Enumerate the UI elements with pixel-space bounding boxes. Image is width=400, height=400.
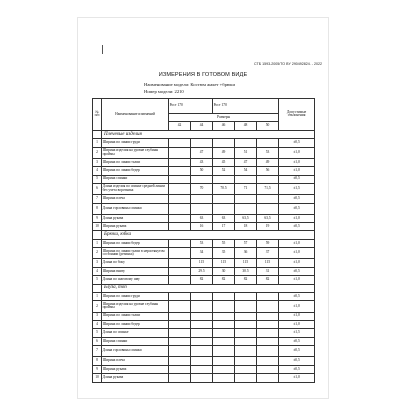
tolerance-cell: ±1,0 (279, 167, 315, 175)
measurement-cell: 49 (213, 147, 235, 158)
tolerance-cell: ±1,0 (279, 374, 315, 382)
row-number: 2 (93, 147, 102, 158)
row-name: Длина горловины спинки (102, 203, 169, 214)
tolerance-cell: ±1,5 (279, 183, 315, 194)
table-row (93, 357, 315, 365)
measurement-cell (213, 175, 235, 183)
measurement-cell (169, 195, 191, 203)
tolerance-cell: ±1,0 (279, 158, 315, 166)
table-header-row (93, 99, 315, 114)
measurement-cell (213, 337, 235, 345)
measurement-cell: 54 (235, 167, 257, 175)
measurement-cell (257, 337, 279, 345)
document-title: ИЗМЕРЕНИЯ В ГОТОВОМ ВИДЕ (158, 72, 248, 78)
measurement-cell (213, 329, 235, 337)
measurement-cell (169, 276, 191, 284)
table-row (93, 320, 315, 328)
measurement-cell: 70.5 (213, 183, 235, 194)
measurement-cell (169, 346, 191, 357)
measurement-cell (235, 346, 257, 357)
model-name: Наименование модели: Костюм жакет +брюки (144, 82, 235, 87)
measurement-cell (169, 329, 191, 337)
tolerance-cell: ±1,0 (279, 320, 315, 328)
table-row (93, 183, 315, 194)
tolerance-cell: ±0,5 (279, 357, 315, 365)
table-row (93, 175, 315, 183)
measurement-cell: 18 (235, 223, 257, 231)
tolerance-cell: ±1,0 (279, 248, 315, 259)
section-row (93, 130, 315, 138)
measurement-cell (169, 203, 191, 214)
header-size: 48 (235, 122, 257, 130)
tolerance-cell: ±0,5 (279, 337, 315, 345)
row-number: 4 (93, 267, 102, 275)
measurement-cell (191, 293, 213, 301)
measurement-cell: 63,5 (257, 214, 279, 222)
measurement-cell (169, 158, 191, 166)
measurement-cell: 52 (213, 167, 235, 175)
row-name: Ширина по линии талии (102, 312, 169, 320)
measurement-cell (169, 167, 191, 175)
measurement-cell (235, 195, 257, 203)
header-rost-left: Рост 170 (169, 99, 213, 114)
row-number: 6 (93, 337, 102, 345)
measurement-cell: 19 (257, 223, 279, 231)
tolerance-cell: ±0,5 (279, 223, 315, 231)
table-row (93, 195, 315, 203)
measurement-cell (191, 337, 213, 345)
measurement-cell (169, 183, 191, 194)
measurements-table (92, 98, 315, 383)
measurement-cell (257, 374, 279, 382)
measurement-cell (235, 329, 257, 337)
measurement-cell: 31 (257, 267, 279, 275)
row-name: Ширина по линии бедер (102, 239, 169, 247)
measurement-cell (235, 139, 257, 147)
measurement-cell (169, 267, 191, 275)
measurement-cell: 47 (191, 147, 213, 158)
row-number: 1 (93, 293, 102, 301)
measurement-cell (191, 374, 213, 382)
row-number: 10 (93, 374, 102, 382)
measurement-cell (257, 346, 279, 357)
tolerance-cell: ±1,0 (279, 147, 315, 158)
header-razmery: Размеры (169, 114, 279, 122)
header-size: 46 (213, 122, 235, 130)
measurement-cell (257, 195, 279, 203)
measurement-cell (257, 357, 279, 365)
table-row (93, 139, 315, 147)
measurement-cell (235, 357, 257, 365)
measurement-cell (213, 374, 235, 382)
measurement-cell (213, 312, 235, 320)
row-number: 4 (93, 320, 102, 328)
measurement-cell (191, 203, 213, 214)
table-row (93, 337, 315, 345)
measurement-cell (191, 312, 213, 320)
table-row (93, 365, 315, 373)
tolerance-cell: ±1,0 (279, 312, 315, 320)
tolerance-cell: ±1,5 (279, 329, 315, 337)
measurement-cell (235, 293, 257, 301)
table-row (93, 248, 315, 259)
row-name: Ширина спинки (102, 337, 169, 345)
row-number: 10 (93, 223, 102, 231)
tolerance-cell: ±1,0 (279, 239, 315, 247)
measurement-cell (191, 365, 213, 373)
header-size: 44 (191, 122, 213, 130)
measurement-cell: 55 (213, 239, 235, 247)
measurement-cell (169, 337, 191, 345)
measurement-cell (257, 301, 279, 312)
header-size: 50 (257, 122, 279, 130)
measurement-cell (213, 357, 235, 365)
row-number: 5 (93, 175, 102, 183)
measurement-cell: 57 (235, 239, 257, 247)
standard-code: СТБ 1593-2005/ТО BY 290492824. - 2022 (254, 62, 322, 66)
row-name: Длина горловины спинки (102, 346, 169, 357)
row-number: 3 (93, 312, 102, 320)
measurement-cell (213, 293, 235, 301)
measurement-cell (191, 346, 213, 357)
measurement-cell: 115 (235, 259, 257, 267)
measurement-cell (169, 293, 191, 301)
measurement-cell (235, 301, 257, 312)
header-num: № п/п (93, 99, 102, 131)
row-name: Ширина спинки (102, 175, 169, 183)
measurement-cell: 30.5 (235, 267, 257, 275)
table-row (93, 259, 315, 267)
row-name: Ширина по линии бедер (102, 320, 169, 328)
row-name: Длина по спинке (102, 329, 169, 337)
row-number: 6 (93, 183, 102, 194)
table-row (93, 312, 315, 320)
measurement-cell: 82 (213, 276, 235, 284)
tolerance-cell: ±1,0 (279, 301, 315, 312)
measurement-cell: 82 (191, 276, 213, 284)
measurement-cell: 36 (235, 248, 257, 259)
measurement-cell (213, 195, 235, 203)
row-name: Длина изделия по спинке средней линии без учета воротника (102, 183, 169, 194)
header-rost-right: Рост 170 (213, 99, 279, 114)
measurement-cell (169, 312, 191, 320)
section-row (93, 284, 315, 292)
row-number: 5 (93, 276, 102, 284)
row-name: Ширина по линии талии (102, 158, 169, 166)
section-num-cell (93, 284, 102, 292)
row-name: Ширина внизу (102, 267, 169, 275)
measurement-cell (169, 301, 191, 312)
measurement-cell: 45 (213, 158, 235, 166)
measurement-cell: 82 (235, 276, 257, 284)
table-row (93, 147, 315, 158)
table-row (93, 301, 315, 312)
tolerance-cell: ±0,5 (279, 346, 315, 357)
measurement-cell: 63,5 (235, 214, 257, 222)
row-name: Ширина по линии груди (102, 139, 169, 147)
measurement-cell (257, 365, 279, 373)
row-number: 2 (93, 248, 102, 259)
row-name: Длина рукава (102, 214, 169, 222)
measurement-cell: 34 (191, 248, 213, 259)
table-row (93, 203, 315, 214)
measurement-cell (169, 374, 191, 382)
row-name: Ширина изделия на уровне глубины проймы (102, 147, 169, 158)
measurement-cell (191, 320, 213, 328)
measurement-cell (169, 357, 191, 365)
section-title: Блуза, топ (102, 284, 315, 292)
table-row (93, 223, 315, 231)
row-name: Ширина плеча (102, 357, 169, 365)
table-row (93, 239, 315, 247)
table-row (93, 267, 315, 275)
row-number: 7 (93, 195, 102, 203)
measurement-cell: 37 (257, 248, 279, 259)
tolerance-cell: ±0,5 (279, 195, 315, 203)
measurement-cell (257, 203, 279, 214)
measurement-cell (235, 175, 257, 183)
measurement-cell (257, 175, 279, 183)
measurement-cell: 115 (213, 259, 235, 267)
tolerance-cell: ±0,5 (279, 365, 315, 373)
table-row (93, 214, 315, 222)
measurement-cell (235, 374, 257, 382)
measurement-cell: 70 (191, 183, 213, 194)
measurement-cell (191, 175, 213, 183)
row-name: Ширина рукава (102, 365, 169, 373)
row-name: Ширина по линии груди (102, 293, 169, 301)
header-name: Наименование изменений (102, 99, 169, 131)
measurement-cell (191, 357, 213, 365)
table-row (93, 167, 315, 175)
measurement-cell (169, 214, 191, 222)
measurement-cell (235, 320, 257, 328)
measurement-cell: 53 (191, 239, 213, 247)
table-row (93, 329, 315, 337)
measurement-cell (169, 139, 191, 147)
measurement-cell (213, 139, 235, 147)
measurement-cell (257, 293, 279, 301)
row-name: Ширина по линии бедер (102, 167, 169, 175)
section-num-cell (93, 130, 102, 138)
row-number: 1 (93, 139, 102, 147)
row-number: 3 (93, 158, 102, 166)
measurement-cell: 53 (257, 147, 279, 158)
row-name: Длина рукава (102, 374, 169, 382)
row-name: Ширина по линии талии в нерастянутом состоянии (резинка) (102, 248, 169, 259)
measurement-cell: 17 (213, 223, 235, 231)
measurement-cell: 30 (213, 267, 235, 275)
measurement-cell: 43 (191, 158, 213, 166)
tolerance-cell: ±1,0 (279, 276, 315, 284)
measurement-cell (235, 365, 257, 373)
measurement-cell (191, 139, 213, 147)
measurement-cell: 82 (257, 276, 279, 284)
row-number: 5 (93, 329, 102, 337)
measurement-cell (257, 329, 279, 337)
table-row (93, 276, 315, 284)
measurement-cell (235, 337, 257, 345)
table-row (93, 158, 315, 166)
measurement-cell (169, 175, 191, 183)
document-page (78, 18, 328, 398)
measurement-cell: 47 (235, 158, 257, 166)
section-row (93, 231, 315, 239)
measurement-cell (257, 320, 279, 328)
measurement-cell (235, 203, 257, 214)
row-number: 2 (93, 301, 102, 312)
header-tolerance: Допустимые отклонения (279, 99, 315, 131)
row-name: Длина по шаговому шву (102, 276, 169, 284)
section-title: Брюки, юбка (102, 231, 315, 239)
measurement-cell (213, 203, 235, 214)
tolerance-cell: ±0,5 (279, 203, 315, 214)
table-row (93, 374, 315, 382)
table-row (93, 346, 315, 357)
measurement-cell (257, 139, 279, 147)
measurement-cell (257, 312, 279, 320)
measurement-cell (169, 147, 191, 158)
header-size: 42 (169, 122, 191, 130)
row-number: 8 (93, 357, 102, 365)
measurement-cell (169, 248, 191, 259)
row-number: 7 (93, 346, 102, 357)
measurement-cell (235, 312, 257, 320)
row-number: 4 (93, 167, 102, 175)
measurement-cell (169, 223, 191, 231)
text-cursor (102, 45, 103, 54)
measurement-cell (191, 301, 213, 312)
measurement-cell (213, 365, 235, 373)
measurement-cell (213, 346, 235, 357)
measurement-cell: 51 (235, 147, 257, 158)
measurement-cell (169, 365, 191, 373)
section-num-cell (93, 231, 102, 239)
measurement-cell (213, 301, 235, 312)
measurement-cell (169, 239, 191, 247)
tolerance-cell: ±0,5 (279, 175, 315, 183)
measurement-cell: 63 (213, 214, 235, 222)
measurement-cell: 115 (257, 259, 279, 267)
measurement-cell: 56 (257, 167, 279, 175)
row-name: Ширина рукава (102, 223, 169, 231)
tolerance-cell: ±0,5 (279, 267, 315, 275)
row-number: 9 (93, 214, 102, 222)
measurement-cell (169, 259, 191, 267)
measurement-cell: 50 (191, 167, 213, 175)
section-title: Плечевые изделия (102, 130, 315, 138)
measurement-cell (191, 195, 213, 203)
measurement-cell: 59 (257, 239, 279, 247)
measurement-cell: 35 (213, 248, 235, 259)
measurement-cell (169, 320, 191, 328)
row-name: Длина по боку (102, 259, 169, 267)
measurement-cell: 16 (191, 223, 213, 231)
measurement-cell (191, 329, 213, 337)
row-number: 9 (93, 365, 102, 373)
tolerance-cell: ±0,5 (279, 139, 315, 147)
row-number: 1 (93, 239, 102, 247)
measurement-cell: 71 (235, 183, 257, 194)
tolerance-cell: ±0,5 (279, 293, 315, 301)
tolerance-cell: ±1,0 (279, 214, 315, 222)
measurement-cell: 49 (257, 158, 279, 166)
row-number: 8 (93, 203, 102, 214)
model-number: Номер модели: 2210 (144, 89, 184, 94)
row-number: 3 (93, 259, 102, 267)
table-row (93, 293, 315, 301)
tolerance-cell: ±1,0 (279, 259, 315, 267)
row-name: Ширина плеча (102, 195, 169, 203)
row-name: Ширина изделия на уровне глубины проймы (102, 301, 169, 312)
measurement-cell (213, 320, 235, 328)
measurement-cell: 71,5 (257, 183, 279, 194)
measurement-cell: 63 (191, 214, 213, 222)
measurement-cell: 115 (191, 259, 213, 267)
measurements-table-body (93, 99, 315, 383)
measurement-cell: 29.5 (191, 267, 213, 275)
